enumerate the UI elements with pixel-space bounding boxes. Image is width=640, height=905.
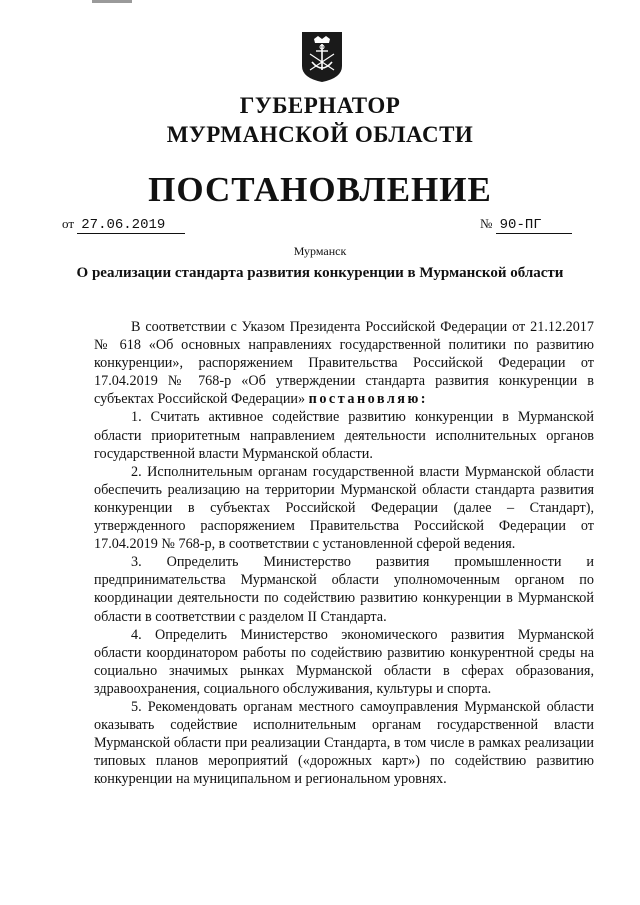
number-prefix: №	[480, 216, 493, 231]
intro-text: В соответствии с Указом Президента Российской Федерации от 21.12.2017 № 618 «Об основных направлениях государственной политики по развитию конкуренции», распоряжением Правительства Российской Федерации от 17.04.2019 № 768-р «Об утверждении стандарта развития конкуренции в субъектах Российской Федерации»	[94, 319, 594, 408]
issuer-title-line2: МУРМАНСКОЙ ОБЛАСТИ	[166, 122, 474, 147]
item-paragraph: 1. Считать активное содействие развитию конкуренции в Мурманской области приоритетным направлением деятельности исполнительных органов государственной власти Мурманской области.	[94, 409, 594, 462]
date-value: 27.06.2019	[77, 217, 185, 234]
coat-of-arms-icon	[300, 30, 344, 84]
item-paragraph: 5. Рекомендовать органам местного самоуправления Мурманской области оказывать содействие исполнительным органам государственной власти Мурманской области при реализации Стандарта, в том числе в рамках реализации типовых планов мероприятий («дорожных карт») по содействию развитию конкуренции на муниципальном и региональном уровнях.	[94, 698, 594, 788]
item-paragraph: 3. Определить Министерство развития промышленности и предпринимательства Мурманской области уполномоченным органом по координации деятельности по содействию развитию конкуренции в Мурманской области в соответствии с разделом II Стандарта.	[94, 554, 594, 625]
decree-word: постановляю:	[308, 391, 429, 408]
number-value: 90-ПГ	[496, 217, 572, 234]
scan-mark	[92, 0, 132, 3]
number-line	[480, 216, 572, 234]
item-paragraph: 4. Определить Министерство экономического развития Мурманской области координатором работы по содействию развитию конкурентной среды на социально значимых рынках Мурманской области в сферах образования, здравоохранения, социального обслуживания, культуры и спорта.	[94, 626, 594, 697]
intro-paragraph	[94, 318, 594, 408]
issuer-title-line1: ГУБЕРНАТОР	[239, 93, 401, 118]
document-subject: О реализации стандарта развития конкуренции в Мурманской области	[76, 265, 564, 281]
item-paragraph: 2. Исполнительным органам государственной власти Мурманской области обеспечить реализацию на территории Мурманской области стандарта развития конкуренции в субъектах Российской Федерации (далее – Стандарт), утвержденного распоряжением Правительства Российской Федерации от 17.04.2019 № 768-р, в соответствии с установленной сферой ведения.	[94, 463, 594, 553]
date-prefix: от	[62, 216, 75, 231]
document-body	[94, 318, 594, 788]
document-type: ПОСТАНОВЛЕНИЕ	[148, 170, 492, 209]
city: Мурманск	[293, 244, 347, 258]
date-line	[62, 216, 185, 234]
